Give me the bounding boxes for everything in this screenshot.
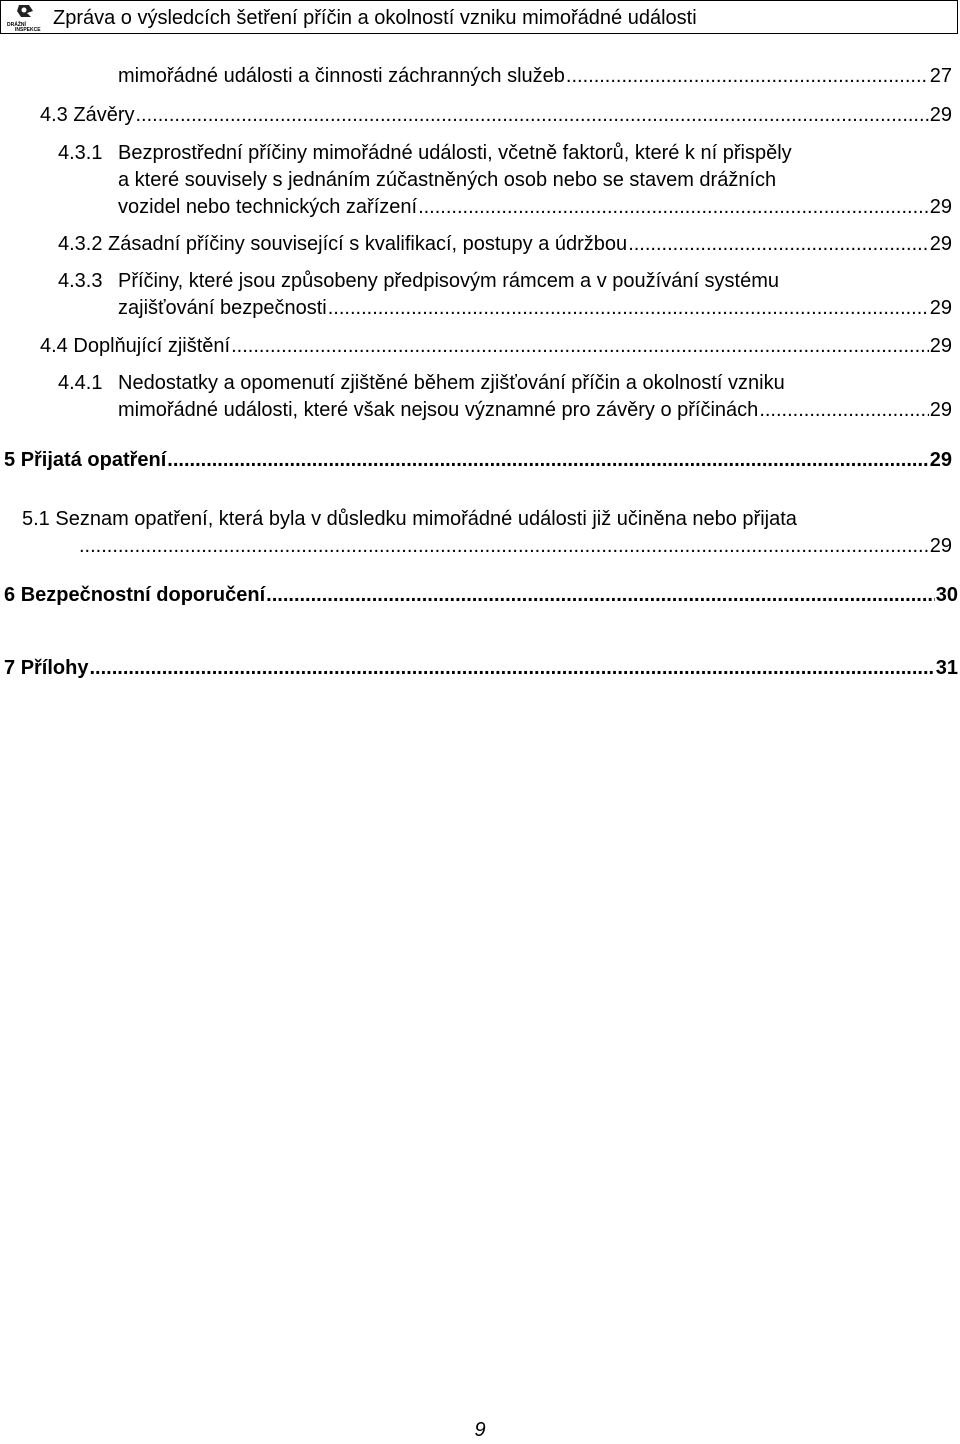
- leader-dots: [628, 231, 929, 258]
- header-title: Zpráva o výsledcích šetření příčin a okolností vzniku mimořádné události: [53, 7, 697, 29]
- toc-entry[interactable]: [58, 231, 952, 258]
- toc-entry-number: 7: [4, 657, 16, 679]
- toc-entry-page: 30: [935, 584, 958, 606]
- toc-entry[interactable]: [4, 582, 958, 609]
- toc-entry-page: 29: [929, 104, 952, 126]
- toc-entry-page: 27: [929, 65, 952, 87]
- toc-entry-title: Seznam opatření, která byla v důsledku mimořádné události již učiněna nebo přijata: [55, 508, 797, 530]
- leader-dots: [328, 295, 929, 322]
- toc-entry-title: Doplňující zjištění: [73, 335, 231, 357]
- leader-dots: [231, 333, 929, 360]
- toc-entry-page: 29: [929, 233, 952, 255]
- toc-entry[interactable]: [40, 333, 952, 360]
- toc-entry-page: 29: [929, 535, 952, 557]
- toc-entry-title-line: a které souvisely s jednáním zúčastněných osob nebo se stavem drážních: [118, 169, 777, 191]
- page-number: 9: [474, 1419, 486, 1441]
- toc-entry[interactable]: [58, 370, 952, 424]
- toc-entry[interactable]: [58, 268, 952, 322]
- leader-dots: [136, 102, 929, 129]
- leader-dots: [167, 447, 928, 474]
- toc-entry-number: 4.4: [40, 335, 68, 357]
- toc-entry-number: 4.3.2: [58, 233, 103, 255]
- leader-dots: [79, 533, 929, 560]
- leader-dots: [566, 63, 929, 90]
- toc-entry-number: 4.3.3: [58, 270, 103, 292]
- toc-entry-page: 29: [929, 449, 952, 471]
- logo-text-line1: DRÁŽNÍ: [7, 22, 26, 28]
- toc-entry-title: Zásadní příčiny související s kvalifikací, postupy a údržbou: [108, 233, 628, 255]
- toc-entry-page: 29: [929, 335, 952, 357]
- leader-dots: [266, 582, 935, 609]
- toc-entry-title-line: Příčiny, které jsou způsobeny předpisovým rámcem a v používání systému: [118, 270, 780, 292]
- toc-entry-page: 29: [929, 297, 952, 319]
- toc-entry-number: 6: [4, 584, 16, 606]
- leader-dots: [89, 655, 934, 682]
- toc-entry-page: 31: [935, 657, 958, 679]
- toc-entry-number: 5: [4, 449, 16, 471]
- toc-entry-title: Bezpečnostní doporučení: [20, 584, 266, 606]
- toc-entry-title: Závěry: [73, 104, 135, 126]
- toc-entry-title-line: Nedostatky a opomenutí zjištěné během zjišťování příčin a okolností vzniku: [118, 372, 785, 394]
- toc-entry[interactable]: [4, 447, 952, 474]
- toc-entry-number: 4.3.1: [58, 142, 103, 164]
- toc-entry-number: 4.4.1: [58, 372, 103, 394]
- toc-entry-title-line: Bezprostřední příčiny mimořádné události, včetně faktorů, které k ní přispěly: [118, 142, 792, 164]
- toc-entry-title: Přílohy: [20, 657, 89, 679]
- toc-entry-number: 4.3: [40, 104, 68, 126]
- toc-entry-page: 29: [929, 196, 952, 218]
- toc-entry[interactable]: [22, 506, 952, 560]
- page-header: [0, 0, 958, 34]
- toc-entry-number: 5.1: [22, 508, 50, 530]
- toc-entry[interactable]: [4, 655, 958, 682]
- leader-dots: [418, 194, 929, 221]
- toc-entry-title-line: vozidel nebo technických zařízení: [118, 196, 418, 218]
- logo-text-line2: INSPEKCE: [15, 27, 41, 33]
- toc-entry-title: Přijatá opatření: [20, 449, 167, 471]
- toc-entry-page: 29: [929, 399, 952, 421]
- toc-entry-title-line: mimořádné události, které však nejsou významné pro závěry o příčinách: [118, 399, 759, 421]
- toc-entry[interactable]: [118, 63, 952, 90]
- drazni-inspekce-logo: [3, 3, 39, 33]
- toc-entry[interactable]: [58, 140, 952, 221]
- leader-dots: [759, 397, 928, 424]
- toc-entry-title-line: zajišťování bezpečnosti: [118, 297, 327, 319]
- toc-entry-title: mimořádné události a činnosti záchranných služeb: [118, 65, 565, 87]
- toc-entry[interactable]: [40, 102, 952, 129]
